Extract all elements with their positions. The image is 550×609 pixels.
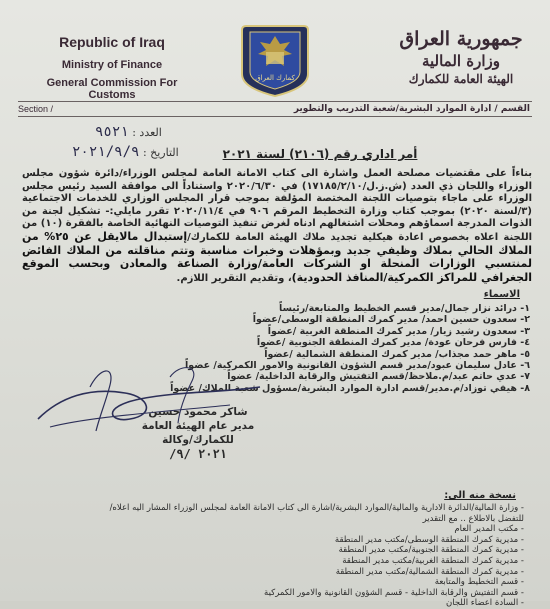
list-item: - مديرية كمرك المنطقة الجنوبية/مكتب مدير المنطقة <box>338 545 524 556</box>
list-item: ٨- هيفي توزاد/م.مدير/قسم ادارة الموارد البشرية/مسؤول شعبة الملاك/ عضواً <box>170 382 530 394</box>
list-item: ٣- سعدون رشيد زيار/ مدير كمرك المنطقة الغربية /عضواً <box>267 325 530 337</box>
commission-name-en: General Commission For Customs <box>46 77 178 101</box>
body-emphasis: إستبدال مالايقل عن ٢٥% من الملاك الحالي بملاك وظيفي جديد وبمؤهلات وخبرات مناسبة وتتم مناقلته من الملاك الفائض لمنتسبي الوزارات المنحلة او الشركات العامة/وزارة الصناعة والمعادن وبحسب الموقع الجغرافي للمراكز الكمركية/المنافذ الحدودية) <box>22 229 532 284</box>
list-item: ٢- سعدون حسين احمد/ مدير كمرك المنطقة الوسطى/عضواً <box>252 314 530 326</box>
list-item: - مكتب المدير العام <box>454 524 524 535</box>
country-name-ar: جمهورية العراق <box>399 28 523 50</box>
signature-block <box>128 405 268 461</box>
signatory-name: شاكر محمود حسين <box>148 406 248 418</box>
list-item: - السادة اعضاء اللجان <box>445 598 524 609</box>
copy-to-heading: نسخة منه الى: <box>444 490 516 501</box>
header-rule-top <box>18 101 532 102</box>
list-item: ٤- فارس فرحان عودة/ مدير كمرك المنطقة الجنوبية /عضواً <box>256 337 530 349</box>
date-label: التاريخ : <box>142 146 179 159</box>
list-item: - مديرية كمرك المنطقة الشمالية/مكتب مدير المنطقة <box>335 566 524 577</box>
logo-caption: كمارك العراق <box>255 74 295 82</box>
list-item: ٧- عدي حاتم عبد/م.ملاحظ/قسم التفتيش والرقابة الداخلية/ عضواً <box>227 371 530 383</box>
section-label: Section / <box>18 104 54 114</box>
list-item: - قسم التفتيش والرقابة الداخلية - قسم الشؤون القانونية والامور الكمركية <box>264 587 524 598</box>
order-title: أمر اداري رقم (٢١٠٦) لسنة ٢٠٢١ <box>222 147 418 161</box>
list-item: ٥- ماهر حمد مجذاب/ مدير كمرك المنطقة الشمالية /عضواً <box>264 348 530 360</box>
date-value: ٢٠٢١/٩/٩ <box>72 144 140 160</box>
ministry-name-ar: وزارة المالية <box>421 52 501 70</box>
header-rule-bottom <box>18 116 532 117</box>
header-english <box>22 34 202 101</box>
commission-name-ar: الهيئة العامة للكمارك <box>408 72 514 86</box>
order-body <box>22 168 532 285</box>
list-item: - وزارة المالية/الدائرة الادارية والمالية/الموارد البشرية/اشارة الى كتاب الامانة العامة لمجلس الوزراء المشار اليه اعلاه/للتفضل بالاطلاع .. مع التقدير <box>109 503 524 524</box>
number-label: العدد : <box>132 126 162 139</box>
header-arabic <box>386 28 536 86</box>
reference-date <box>72 144 179 160</box>
copy-to-list <box>104 503 524 609</box>
list-item: - مديرية كمرك المنطقة الغربية/مكتب مدير المنطقة <box>342 555 524 566</box>
list-item: - مديرية كمرك المنطقة الوسطى/مكتب مدير المنطقة <box>334 534 524 545</box>
reference-number <box>95 124 162 140</box>
signatory-title: مدير عام الهيئة العامة للكمارك/وكالة <box>141 420 255 446</box>
department-line: القسم / ادارة الموارد البشرية/شعبة التدريب والتطوير <box>293 104 530 114</box>
body-text: بناءاً على مقتضيات مصلحة العمل واشارة الى كتاب الامانة العامة لمجلس الوزراء/دائرة شؤون مجلس الوزراء واللجان ذي العدد (ش.ز.ل/١٧١٨٥/٢/١٠) في ٢٠٢٠/٦/٣٠ واستناداً الى موافقة السيد رئيس مجلس الوزراء على ماجاء بتوصيات اللجنة المختصة المؤلفة بموجب قرار المجلس الوزاري للخدمات الاجتماعية (٣/لسنة ٢٠٢٠) بموجب كتاب وزارة التخطيط المرقم ٩٠٦ في ٢٠٢٠/١١/٤ تقرر مايلي:- تشكيل لجنة من الذوات المدرجة اسماؤهم ومحلات اشتغالهم ادناه لغرض تنفيذ التوصيات النهائية الخاصة بالفقرة (١٠) من اللجنة اعلاه بخصوص اعادة هيكلية تجديد ملاك الهيئة العامة للكمارك/ <box>22 168 532 243</box>
names-heading: الاسماء <box>483 289 520 300</box>
signature-date: ٢٠٢١ /٩/ <box>169 447 227 461</box>
country-name-en: Republic of Iraq <box>59 34 165 50</box>
list-item: ٦- عادل سليمان عبود/مدير قسم الشؤون القانونية والامور الكمركية/ عضواً <box>185 360 530 372</box>
list-item: - قسم التخطيط والمتابعة <box>434 577 524 588</box>
list-item: ١- درائد نزار جمال/مدير قسم الخطيط والمتابعة/رئيساً <box>279 303 530 314</box>
body-tail: ، وتقديم التقرير اللازم. <box>176 272 292 284</box>
ministry-name-en: Ministry of Finance <box>61 59 163 71</box>
number-value: ٩٥٢١ <box>95 124 129 140</box>
customs-logo <box>238 22 312 98</box>
